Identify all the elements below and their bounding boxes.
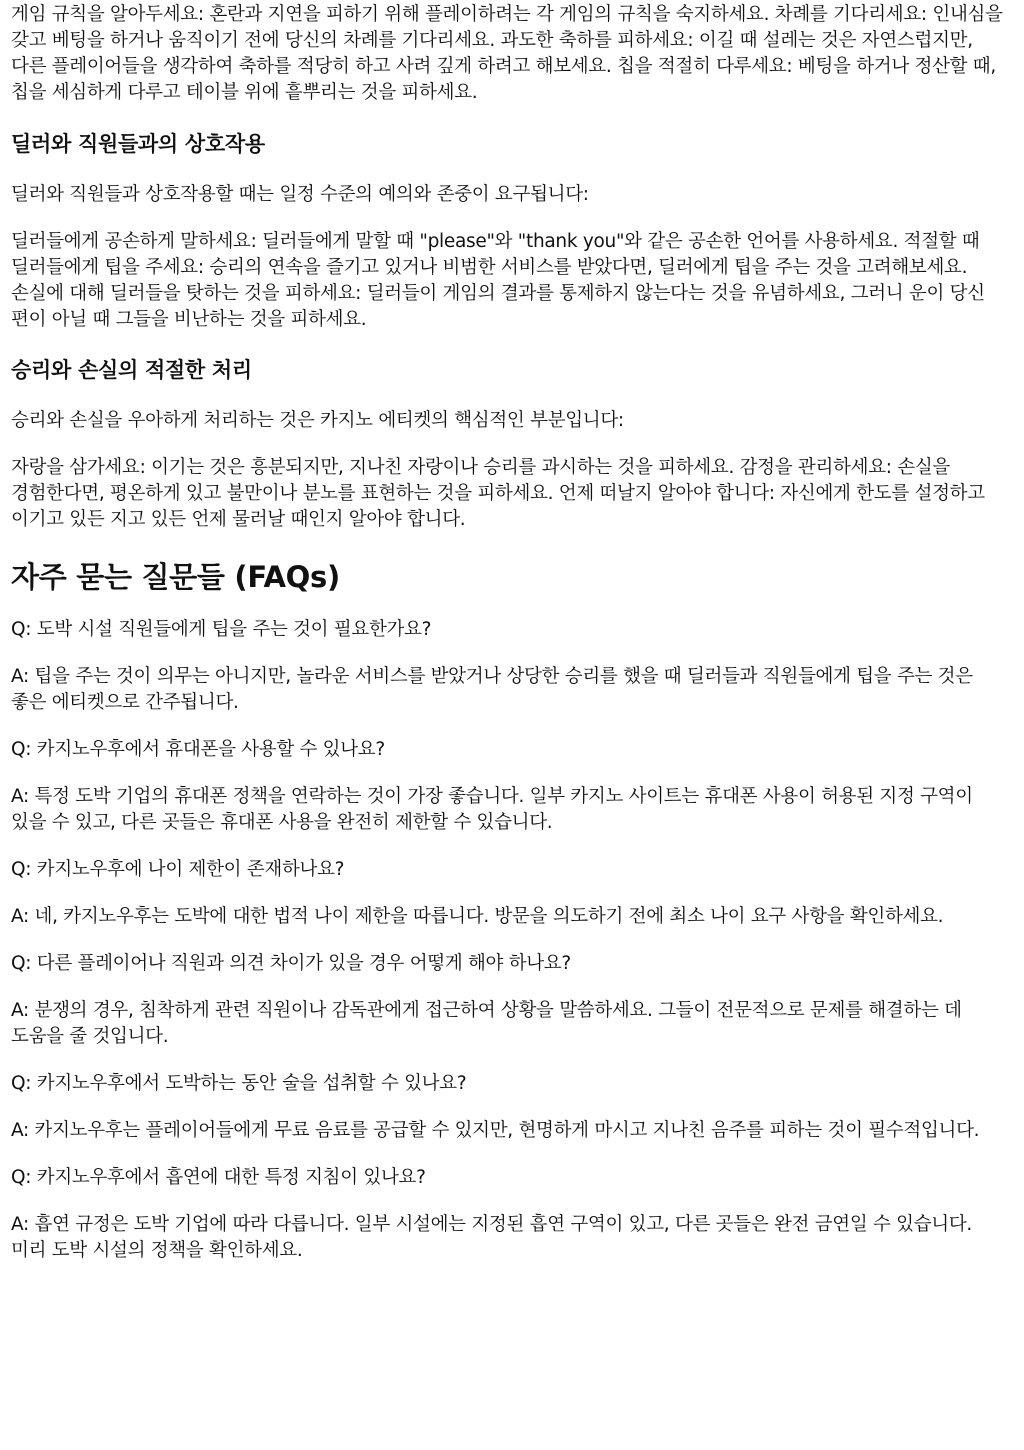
faq-answer: A: 흡연 규정은 도박 기업에 따라 다릅니다. 일부 시설에는 지정된 흡연 구역이 있고, 다른 곳들은 완전 금연일 수 있습니다. 미리 도박 시설의 정책을 확인하세요. [11,1214,972,1261]
dealers-section-lead: 딜러와 직원들과 상호작용할 때는 일정 수준의 예의와 존중이 요구됩니다: [11,184,589,205]
wins-section-body: 자랑을 삼가세요: 이기는 것은 흥분되지만, 지나친 자랑이나 승리를 과시하는 것을 피하세요. 감정을 관리하세요: 손실을 경험한다면, 평온하게 있고 불만이나 분노를 표현하는 것을 피하세요. 언제 떠날지 알아야 합니다: 자신에게 한도를 설정하고 이기고 있든 지고 있든 언제 물러날 때인지 알아야 합니다. [11,457,985,530]
faq-heading: 자주 묻는 질문들 (FAQs) [11,560,340,594]
faq-answer: A: 특정 도박 기업의 휴대폰 정책을 연락하는 것이 가장 좋습니다. 일부 카지노 사이트는 휴대폰 사용이 허용된 지정 구역이 있을 수 있고, 다른 곳들은 휴대폰 사용을 완전히 제한할 수 있습니다. [11,786,973,833]
wins-section-heading: 승리와 손실의 적절한 처리 [11,358,252,382]
faq-question: Q: 다른 플레이어나 직원과 의견 차이가 있을 경우 어떻게 해야 하나요? [11,953,571,974]
faq-answer: A: 카지노우후는 플레이어들에게 무료 음료를 공급할 수 있지만, 현명하게 마시고 지나친 음주를 피하는 것이 필수적입니다. [11,1120,980,1141]
faq-question: Q: 카지노우후에 나이 제한이 존재하나요? [11,859,345,880]
faq-answer: A: 분쟁의 경우, 침착하게 관련 직원이나 감독관에게 접근하여 상황을 말씀하세요. 그들이 전문적으로 문제를 해결하는 데 도움을 줄 것입니다. [11,1000,962,1047]
faq-question: Q: 카지노우후에서 도박하는 동안 술을 섭취할 수 있나요? [11,1073,467,1094]
faq-answer: A: 네, 카지노우후는 도박에 대한 법적 나이 제한을 따릅니다. 방문을 의도하기 전에 최소 나이 요구 사항을 확인하세요. [11,906,944,927]
faq-answer: A: 팁을 주는 것이 의무는 아니지만, 놀라운 서비스를 받았거나 상당한 승리를 했을 때 딜러들과 직원들에게 팁을 주는 것은 좋은 에티켓으로 간주됩니다. [11,666,973,713]
faq-list [11,617,1012,1264]
dealers-section-heading: 딜러와 직원들과의 상호작용 [11,132,265,156]
document-page [0,2,1024,1264]
faq-question: Q: 카지노우후에서 휴대폰을 사용할 수 있나요? [11,739,385,760]
intro-paragraph: 게임 규칙을 알아두세요: 혼란과 지연을 피하기 위해 플레이하려는 각 게임의 규칙을 숙지하세요. 차례를 기다리세요: 인내심을 갖고 베팅을 하거나 움직이기 전에 당신의 차례를 기다리세요. 과도한 축하를 피하세요: 이길 때 설레는 것은 자연스럽지만, 다른 플레이어들을 생각하여 축하를 적당히 하고 사려 깊게 하려고 해보세요. 칩을 적절히 다루세요: 베팅을 하거나 정산할 때, 칩을 세심하게 다루고 테이블 위에 흩뿌리는 것을 피하세요. [11,4,1003,103]
dealers-section-body: 딜러들에게 공손하게 말하세요: 딜러들에게 말할 때 "please"와 "thank you"와 같은 공손한 언어를 사용하세요. 적절할 때 딜러들에게 팁을 주세요: 승리의 연속을 즐기고 있거나 비범한 서비스를 받았다면, 딜러에게 팁을 주는 것을 고려해보세요. 손실에 대해 딜러들을 탓하는 것을 피하세요: 딜러들이 게임의 결과를 통제하지 않는다는 것을 유념하세요, 그러니 운이 당신 편이 아닐 때 그들을 비난하는 것을 피하세요. [11,231,985,330]
wins-section-lead: 승리와 손실을 우아하게 처리하는 것은 카지노 에티켓의 핵심적인 부분입니다: [11,410,624,431]
faq-question: Q: 도박 시설 직원들에게 팁을 주는 것이 필요한가요? [11,619,432,640]
faq-question: Q: 카지노우후에서 흡연에 대한 특정 지침이 있나요? [11,1167,426,1188]
